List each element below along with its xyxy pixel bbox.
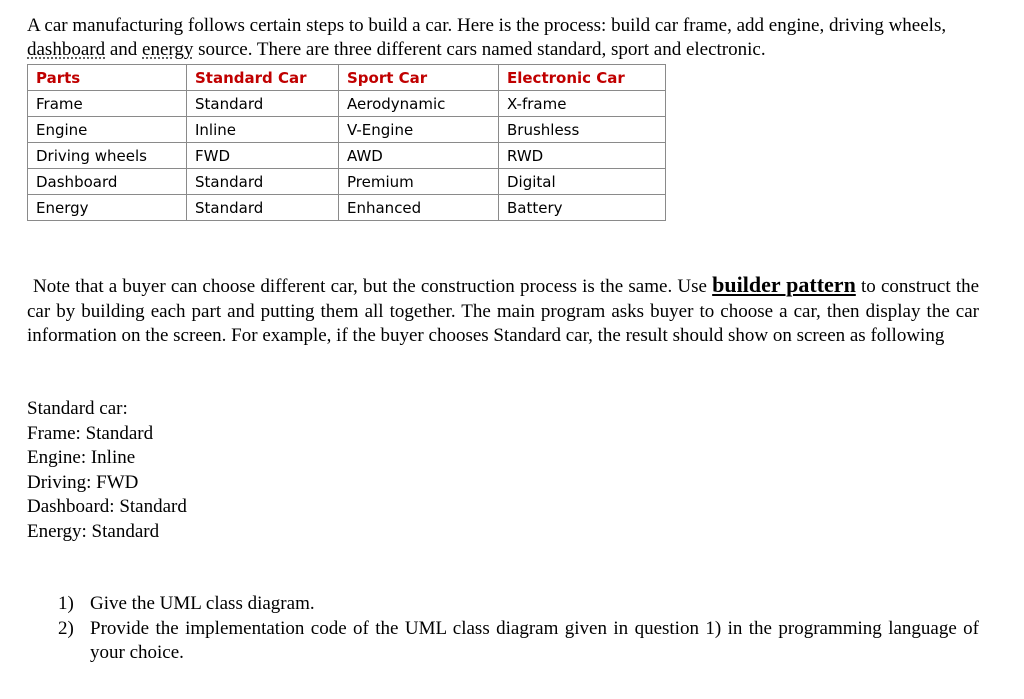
header-electronic-car: Electronic Car [499,65,666,91]
output-line: Frame: Standard [27,422,154,444]
note-text-after: to construct the car by building each part and putting them all together. The main program asks buyer to choose a car, then display the car information on the screen. For example, if the buyer chooses Standard car, the result should show on screen as following [27,276,980,346]
output-line: Standard car: [27,398,128,419]
questions-list [58,592,979,666]
output-line: Dashboard: Standard [27,496,187,517]
table-cell: FWD [187,143,339,169]
table-cell: Engine [28,117,187,143]
table-cell: Standard [187,195,339,221]
table-cell: X-frame [499,91,666,117]
table-cell: Frame [28,91,187,117]
question-number: 2) [58,617,74,639]
question-text: Provide the implementation code of the UML class diagram given in question 1) in the programming language of your choice. [90,617,979,663]
intro-text-before: A car manufacturing follows certain steps to build a car. Here is the process: build car frame, add engine, driving wheels, [27,15,947,36]
builder-pattern-emphasis: builder pattern [712,272,856,297]
output-line: Engine: Inline [27,447,136,468]
example-output [27,397,187,544]
table-cell: RWD [499,143,666,169]
intro-dashboard-word: dashboard [27,39,106,60]
table-cell: Digital [499,169,666,195]
table-cell: Enhanced [339,195,499,221]
table-cell: Brushless [499,117,666,143]
question-item [58,592,979,617]
table-cell: Standard [187,91,339,117]
table-row [28,195,666,221]
output-line: Driving: FWD [27,471,139,493]
table-cell: Energy [28,195,187,221]
header-standard-car: Standard Car [187,65,339,91]
intro-text-after: source. There are three different cars named standard, sport and electronic. [198,39,766,60]
note-paragraph [27,273,979,349]
header-sport-car: Sport Car [339,65,499,91]
question-text: Give the UML class diagram. [90,593,315,614]
table-row [28,143,666,169]
table-cell: V-Engine [339,117,499,143]
intro-text-middle: and [109,39,138,60]
intro-paragraph [27,14,987,62]
table-cell: Battery [499,195,666,221]
table-cell: Premium [339,169,499,195]
table-cell: Dashboard [28,169,187,195]
table-cell: Driving wheels [28,143,187,169]
table-header-row [28,65,666,91]
table-row [28,117,666,143]
table-cell: Aerodynamic [339,91,499,117]
note-text-before: Note that a buyer can choose different car, but the construction process is the same. Use [33,276,707,297]
table-cell: Standard [187,169,339,195]
car-parts-table [27,64,666,221]
header-parts: Parts [28,65,187,91]
table-cell: Inline [187,117,339,143]
table-cell: AWD [339,143,499,169]
question-item [58,617,979,666]
table-row [28,91,666,117]
output-line: Energy: Standard [27,520,160,542]
table-row [28,169,666,195]
question-number: 1) [58,593,74,614]
intro-energy-word: energy [142,39,194,60]
